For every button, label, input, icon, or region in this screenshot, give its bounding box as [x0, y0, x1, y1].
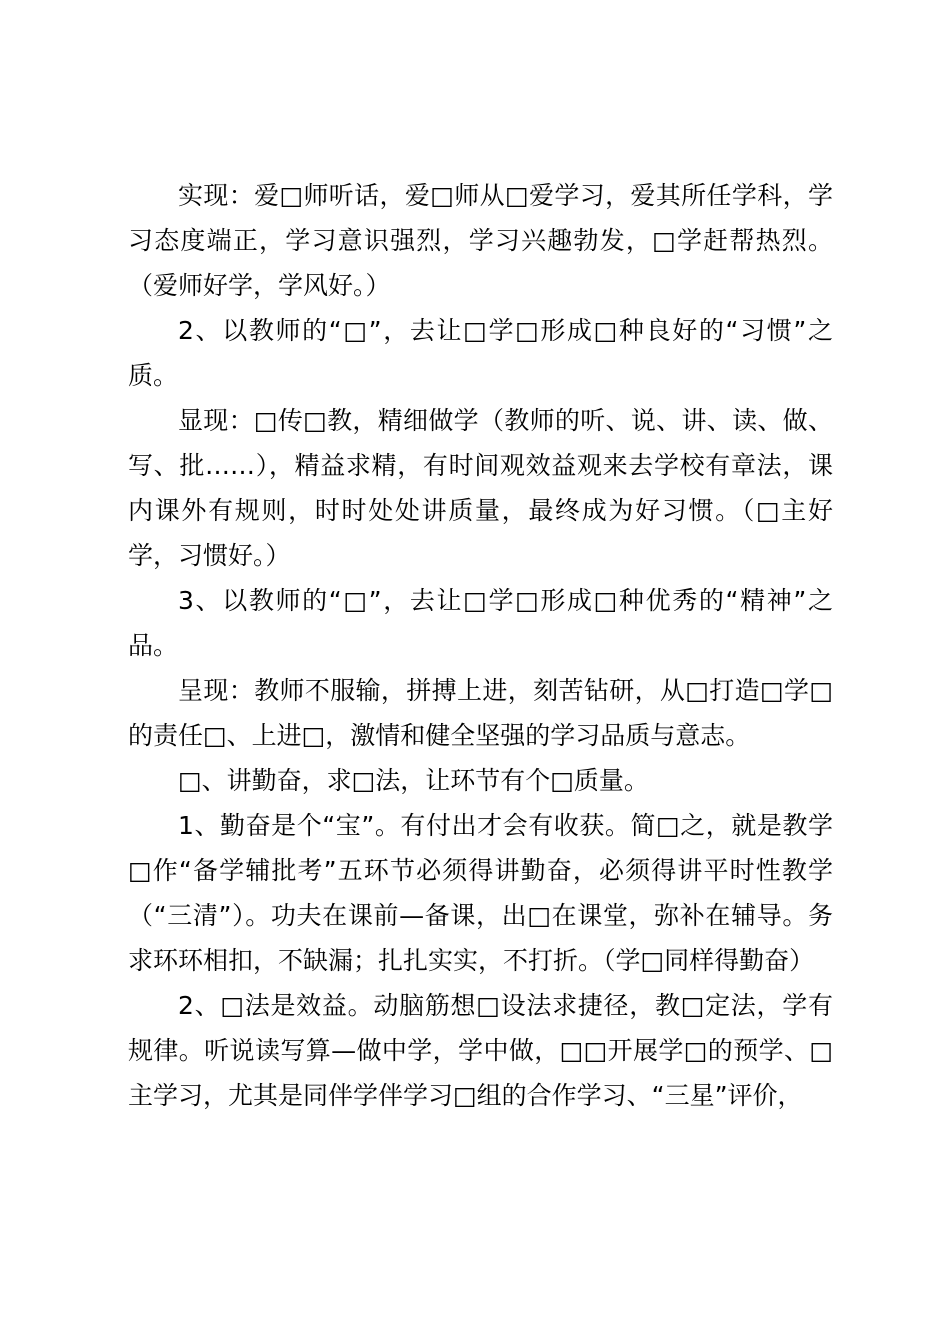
paragraph-6: □、讲勤奋，求□法，让环节有个□质量。	[178, 766, 649, 795]
paragraph-8: 2、□法是效益。动脑筋想□设法求捷径，教□定法，学有规律。听说读写算—做中学，学中做，□□开展学□的预学、□主学习，尤其是同伴学伴学习□组的合作学习、“三星”评价，	[128, 991, 833, 1110]
paragraph-5: 呈现：教师不服输，拼搏上进，刻苦钻研，从□打造□学□的责任□、上进□，激情和健全坚强的学习品质与意志。	[128, 676, 833, 750]
paragraph-4: 3、以教师的“□”，去让□学□形成□种优秀的“精神”之品。	[128, 586, 833, 660]
paragraph-3: 显现：□传□教，精细做学（教师的听、说、讲、读、做、写、批……），精益求精，有时间观效益观来去学校有章法，课内课外有规则，时时处处讲质量，最终成为好习惯。（□主好学，习惯好。）	[128, 406, 833, 570]
paragraph-2: 2、以教师的“□”，去让□学□形成□种良好的“习惯”之质。	[128, 316, 833, 390]
paragraph-7: 1、勤奋是个“宝”。有付出才会有收获。简□之，就是教学□作“备学辅批考”五环节必须得讲勤奋，必须得讲平时性教学（“三清”）。功夫在课前—备课，出□在课堂，弥补在辅导。务求环环相扣，不缺漏；扎扎实实，不打折。（学□同样得勤奋）	[128, 811, 833, 975]
paragraph-1: 实现：爱□师听话，爱□师从□爱学习，爱其所任学科，学习态度端正，学习意识强烈，学习兴趣勃发，□学赶帮热烈。（爱师好学，学风好。）	[128, 181, 833, 300]
document-body	[128, 173, 833, 1118]
